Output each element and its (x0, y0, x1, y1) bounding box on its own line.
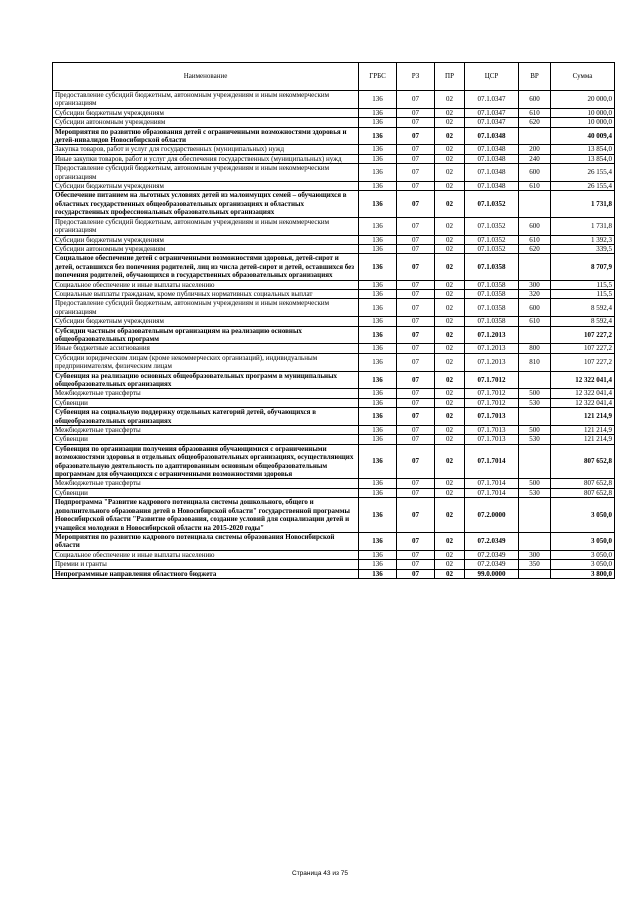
cell-rz: 07 (397, 371, 435, 389)
cell-grbs: 136 (359, 344, 397, 353)
cell-rz: 07 (397, 217, 435, 235)
cell-name: Субсидии юридическим лицам (кроме некоммерческих организаций), индивидуальным предпринимателям, физическим лицам (53, 353, 359, 371)
cell-grbs: 136 (359, 408, 397, 426)
cell-grbs: 136 (359, 280, 397, 289)
cell-rz: 07 (397, 569, 435, 578)
cell-csr: 07.1.7012 (465, 398, 519, 407)
table-row (53, 353, 615, 371)
cell-pr: 02 (435, 532, 465, 550)
cell-csr: 07.1.0358 (465, 280, 519, 289)
cell-vr (519, 532, 551, 550)
header-pr: ПР (435, 63, 465, 91)
table-row (53, 444, 615, 479)
cell-csr: 07.2.0349 (465, 560, 519, 569)
cell-csr: 07.1.0348 (465, 145, 519, 154)
cell-vr: 620 (519, 118, 551, 127)
table-row (53, 118, 615, 127)
cell-grbs: 136 (359, 479, 397, 488)
cell-grbs: 136 (359, 317, 397, 326)
cell-csr: 07.1.0348 (465, 182, 519, 191)
cell-vr: 530 (519, 398, 551, 407)
cell-pr: 02 (435, 408, 465, 426)
cell-rz: 07 (397, 182, 435, 191)
cell-vr: 610 (519, 317, 551, 326)
table-row (53, 299, 615, 317)
cell-rz: 07 (397, 408, 435, 426)
cell-pr: 02 (435, 569, 465, 578)
cell-pr: 02 (435, 435, 465, 444)
cell-name: Субсидии бюджетным учреждениям (53, 235, 359, 244)
cell-rz: 07 (397, 532, 435, 550)
cell-rz: 07 (397, 154, 435, 163)
cell-csr: 07.2.0349 (465, 550, 519, 559)
table-row (53, 254, 615, 280)
cell-grbs: 136 (359, 444, 397, 479)
cell-sum: 26 155,4 (551, 182, 615, 191)
cell-sum: 12 322 041,4 (551, 389, 615, 398)
table-row (53, 127, 615, 145)
cell-sum: 12 322 041,4 (551, 371, 615, 389)
cell-grbs: 136 (359, 488, 397, 497)
cell-rz: 07 (397, 91, 435, 109)
cell-vr: 300 (519, 550, 551, 559)
cell-csr: 07.1.7013 (465, 426, 519, 435)
cell-rz: 07 (397, 191, 435, 217)
page-number: Страница 43 из 75 (292, 870, 348, 877)
cell-pr: 02 (435, 344, 465, 353)
cell-grbs: 136 (359, 127, 397, 145)
cell-pr: 02 (435, 108, 465, 117)
cell-rz: 07 (397, 435, 435, 444)
cell-vr: 320 (519, 289, 551, 298)
cell-vr: 500 (519, 389, 551, 398)
table-row (53, 326, 615, 344)
cell-vr: 500 (519, 479, 551, 488)
cell-pr: 02 (435, 353, 465, 371)
cell-sum: 12 322 041,4 (551, 398, 615, 407)
cell-vr: 600 (519, 164, 551, 182)
cell-name: Иные бюджетные ассигнования (53, 344, 359, 353)
cell-grbs: 136 (359, 569, 397, 578)
cell-name: Межбюджетные трансферты (53, 479, 359, 488)
cell-rz: 07 (397, 398, 435, 407)
cell-pr: 02 (435, 191, 465, 217)
cell-vr (519, 127, 551, 145)
cell-csr: 07.1.0358 (465, 317, 519, 326)
cell-grbs: 136 (359, 550, 397, 559)
table-row (53, 154, 615, 163)
cell-csr: 07.1.7014 (465, 479, 519, 488)
cell-name: Субвенции (53, 435, 359, 444)
cell-sum: 1 731,8 (551, 191, 615, 217)
cell-sum: 40 009,4 (551, 127, 615, 145)
cell-vr (519, 444, 551, 479)
cell-vr (519, 498, 551, 533)
cell-sum: 10 000,0 (551, 118, 615, 127)
cell-pr: 02 (435, 326, 465, 344)
cell-grbs: 136 (359, 108, 397, 117)
cell-rz: 07 (397, 344, 435, 353)
cell-vr: 810 (519, 353, 551, 371)
cell-rz: 07 (397, 317, 435, 326)
cell-grbs: 136 (359, 91, 397, 109)
cell-pr: 02 (435, 182, 465, 191)
cell-rz: 07 (397, 127, 435, 145)
cell-name: Субсидии автономным учреждениям (53, 118, 359, 127)
cell-pr: 02 (435, 127, 465, 145)
cell-csr: 07.1.0348 (465, 164, 519, 182)
table-row (53, 398, 615, 407)
cell-pr: 02 (435, 164, 465, 182)
cell-name: Мероприятия по развитию кадрового потенциала системы образования Новосибирской области (53, 532, 359, 550)
cell-pr: 02 (435, 371, 465, 389)
cell-grbs: 136 (359, 217, 397, 235)
cell-pr: 02 (435, 560, 465, 569)
cell-vr: 530 (519, 435, 551, 444)
cell-sum: 339,5 (551, 244, 615, 253)
cell-rz: 07 (397, 289, 435, 298)
cell-grbs: 136 (359, 118, 397, 127)
cell-csr: 99.0.0000 (465, 569, 519, 578)
cell-name: Предоставление субсидий бюджетным, автономным учреждениям и иным некоммерческим организациям (53, 91, 359, 109)
cell-name: Премии и гранты (53, 560, 359, 569)
cell-vr: 350 (519, 560, 551, 569)
cell-name: Субсидии автономным учреждениям (53, 244, 359, 253)
cell-sum: 26 155,4 (551, 164, 615, 182)
cell-sum: 115,5 (551, 280, 615, 289)
cell-name: Обеспечение питанием на льготных условиях детей из малоимущих семей – обучающихся в областных государственных общеобразовательных организациях и областных государственных профессиональных образовательных организациях (53, 191, 359, 217)
table-row (53, 560, 615, 569)
cell-sum: 8 707,9 (551, 254, 615, 280)
table-row (53, 426, 615, 435)
cell-name: Межбюджетные трансферты (53, 389, 359, 398)
table-row (53, 488, 615, 497)
cell-pr: 02 (435, 317, 465, 326)
cell-rz: 07 (397, 488, 435, 497)
cell-name: Субсидии бюджетным учреждениям (53, 317, 359, 326)
cell-csr: 07.1.0352 (465, 244, 519, 253)
cell-rz: 07 (397, 444, 435, 479)
cell-name: Субвенции (53, 488, 359, 497)
cell-rz: 07 (397, 235, 435, 244)
table-row (53, 145, 615, 154)
cell-sum: 107 227,2 (551, 326, 615, 344)
budget-table (52, 62, 615, 579)
cell-rz: 07 (397, 118, 435, 127)
cell-pr: 02 (435, 235, 465, 244)
cell-pr: 02 (435, 426, 465, 435)
cell-name: Субсидии частным образовательным организациям на реализацию основных общеобразовательных программ (53, 326, 359, 344)
cell-pr: 02 (435, 154, 465, 163)
cell-name: Социальное обеспечение детей с ограниченными возможностями здоровья, детей-сирот и детей, оставшихся без попечения родителей, лиц из числа детей-сирот и детей, оставшихся без попечения родителей, обучающихся в государственных образовательных организациях (53, 254, 359, 280)
cell-vr: 610 (519, 108, 551, 117)
cell-rz: 07 (397, 299, 435, 317)
cell-name: Непрограммные направления областного бюджета (53, 569, 359, 578)
cell-grbs: 136 (359, 254, 397, 280)
table-row (53, 435, 615, 444)
cell-rz: 07 (397, 479, 435, 488)
cell-pr: 02 (435, 444, 465, 479)
cell-sum: 3 050,0 (551, 560, 615, 569)
cell-pr: 02 (435, 398, 465, 407)
cell-grbs: 136 (359, 299, 397, 317)
cell-sum: 807 652,8 (551, 488, 615, 497)
header-csr: ЦСР (465, 63, 519, 91)
table-row (53, 182, 615, 191)
cell-csr: 07.1.2013 (465, 344, 519, 353)
cell-name: Социальные выплаты гражданам, кроме публичных нормативных социальных выплат (53, 289, 359, 298)
cell-sum: 3 050,0 (551, 550, 615, 559)
cell-pr: 02 (435, 254, 465, 280)
table-row (53, 280, 615, 289)
cell-grbs: 136 (359, 371, 397, 389)
cell-sum: 13 854,0 (551, 154, 615, 163)
cell-name: Подпрограмма "Развитие кадрового потенциала системы дошкольного, общего и дополнительного образования детей в Новосибирской области" государственной программы Новосибирской области "Развитие образования, создание условий для социализации детей и учащейся молодежи в Новосибирской области на 2015-2020 годы" (53, 498, 359, 533)
cell-name: Закупка товаров, работ и услуг для государственных (муниципальных) нужд (53, 145, 359, 154)
cell-sum: 8 592,4 (551, 299, 615, 317)
table-row (53, 569, 615, 578)
cell-rz: 07 (397, 353, 435, 371)
cell-name: Субвенции (53, 398, 359, 407)
cell-vr: 800 (519, 344, 551, 353)
cell-grbs: 136 (359, 560, 397, 569)
cell-csr: 07.1.2013 (465, 353, 519, 371)
cell-pr: 02 (435, 91, 465, 109)
cell-name: Социальное обеспечение и иные выплаты населению (53, 550, 359, 559)
cell-name: Предоставление субсидий бюджетным, автономным учреждениям и иным некоммерческим организациям (53, 217, 359, 235)
cell-csr: 07.2.0000 (465, 498, 519, 533)
header-name: Наименование (53, 63, 359, 91)
cell-grbs: 136 (359, 182, 397, 191)
cell-vr: 530 (519, 488, 551, 497)
table-row (53, 235, 615, 244)
cell-vr (519, 569, 551, 578)
cell-rz: 07 (397, 550, 435, 559)
cell-grbs: 136 (359, 154, 397, 163)
table-row (53, 164, 615, 182)
table-row (53, 389, 615, 398)
cell-sum: 121 214,9 (551, 435, 615, 444)
cell-sum: 13 854,0 (551, 145, 615, 154)
header-grbs: ГРБС (359, 63, 397, 91)
cell-grbs: 136 (359, 498, 397, 533)
cell-pr: 02 (435, 488, 465, 497)
cell-vr: 300 (519, 280, 551, 289)
cell-csr: 07.1.2013 (465, 326, 519, 344)
table-row (53, 344, 615, 353)
cell-pr: 02 (435, 498, 465, 533)
cell-name: Предоставление субсидий бюджетным, автономным учреждениям и иным некоммерческим организациям (53, 164, 359, 182)
cell-rz: 07 (397, 326, 435, 344)
cell-csr: 07.1.7014 (465, 444, 519, 479)
cell-sum: 1 392,3 (551, 235, 615, 244)
cell-csr: 07.1.0352 (465, 217, 519, 235)
cell-rz: 07 (397, 108, 435, 117)
cell-csr: 07.2.0349 (465, 532, 519, 550)
cell-grbs: 136 (359, 326, 397, 344)
cell-csr: 07.1.0348 (465, 154, 519, 163)
cell-vr: 240 (519, 154, 551, 163)
cell-csr: 07.1.0358 (465, 254, 519, 280)
table-row (53, 289, 615, 298)
cell-name: Субсидии бюджетным учреждениям (53, 108, 359, 117)
header-rz: РЗ (397, 63, 435, 91)
cell-sum: 10 000,0 (551, 108, 615, 117)
cell-name: Межбюджетные трансферты (53, 426, 359, 435)
cell-pr: 02 (435, 299, 465, 317)
table-row (53, 91, 615, 109)
cell-csr: 07.1.0352 (465, 191, 519, 217)
cell-pr: 02 (435, 479, 465, 488)
cell-grbs: 136 (359, 426, 397, 435)
cell-name: Субсидии бюджетным учреждениям (53, 182, 359, 191)
cell-rz: 07 (397, 426, 435, 435)
cell-pr: 02 (435, 217, 465, 235)
cell-pr: 02 (435, 118, 465, 127)
cell-vr (519, 191, 551, 217)
cell-vr: 600 (519, 217, 551, 235)
cell-csr: 07.1.7012 (465, 389, 519, 398)
cell-vr (519, 326, 551, 344)
cell-rz: 07 (397, 244, 435, 253)
header-sum: Сумма (551, 63, 615, 91)
cell-sum: 3 050,0 (551, 532, 615, 550)
cell-name: Иные закупки товаров, работ и услуг для обеспечения государственных (муниципальных) нужд (53, 154, 359, 163)
cell-pr: 02 (435, 289, 465, 298)
cell-pr: 02 (435, 550, 465, 559)
table-row (53, 498, 615, 533)
cell-grbs: 136 (359, 398, 397, 407)
cell-rz: 07 (397, 254, 435, 280)
cell-sum: 1 731,8 (551, 217, 615, 235)
cell-vr: 500 (519, 426, 551, 435)
cell-vr (519, 371, 551, 389)
cell-rz: 07 (397, 145, 435, 154)
cell-sum: 107 227,2 (551, 344, 615, 353)
cell-grbs: 136 (359, 191, 397, 217)
cell-grbs: 136 (359, 289, 397, 298)
cell-csr: 07.1.0347 (465, 91, 519, 109)
cell-vr (519, 408, 551, 426)
table-header-row (53, 63, 615, 91)
cell-vr: 610 (519, 182, 551, 191)
cell-name: Социальное обеспечение и иные выплаты населению (53, 280, 359, 289)
cell-pr: 02 (435, 389, 465, 398)
table-row (53, 532, 615, 550)
cell-vr: 600 (519, 299, 551, 317)
cell-grbs: 136 (359, 389, 397, 398)
cell-rz: 07 (397, 560, 435, 569)
cell-csr: 07.1.7014 (465, 488, 519, 497)
table-row (53, 217, 615, 235)
cell-grbs: 136 (359, 235, 397, 244)
cell-sum: 107 227,2 (551, 353, 615, 371)
cell-rz: 07 (397, 164, 435, 182)
cell-csr: 07.1.0358 (465, 289, 519, 298)
cell-grbs: 136 (359, 435, 397, 444)
cell-name: Субвенция на реализацию основных общеобразовательных программ в муниципальных общеобразовательных организациях (53, 371, 359, 389)
cell-grbs: 136 (359, 532, 397, 550)
table-row (53, 191, 615, 217)
cell-csr: 07.1.0358 (465, 299, 519, 317)
cell-grbs: 136 (359, 145, 397, 154)
cell-name: Субвенция на социальную поддержку отдельных категорий детей, обучающихся в общеобразовательных организациях (53, 408, 359, 426)
cell-sum: 807 652,8 (551, 479, 615, 488)
cell-sum: 3 800,0 (551, 569, 615, 578)
cell-name: Субвенция по организации получения образования обучающимися с ограниченными возможностями здоровья в отдельных общеобразовательных организациях, осуществляющих образовательную деятельность по адаптированным основным общеобразовательным программам для обучающихся с ограниченными возможностями здоровья (53, 444, 359, 479)
cell-grbs: 136 (359, 164, 397, 182)
cell-csr: 07.1.0348 (465, 127, 519, 145)
cell-csr: 07.1.0347 (465, 118, 519, 127)
cell-pr: 02 (435, 145, 465, 154)
cell-vr: 200 (519, 145, 551, 154)
cell-pr: 02 (435, 280, 465, 289)
table-row (53, 371, 615, 389)
table-row (53, 317, 615, 326)
table-body (53, 91, 615, 579)
cell-csr: 07.1.7013 (465, 408, 519, 426)
cell-vr (519, 254, 551, 280)
cell-sum: 807 652,8 (551, 444, 615, 479)
cell-rz: 07 (397, 280, 435, 289)
cell-name: Предоставление субсидий бюджетным, автономным учреждениям и иным некоммерческим организациям (53, 299, 359, 317)
table-row (53, 408, 615, 426)
cell-vr: 610 (519, 235, 551, 244)
cell-sum: 121 214,9 (551, 408, 615, 426)
cell-csr: 07.1.7012 (465, 371, 519, 389)
cell-grbs: 136 (359, 244, 397, 253)
cell-rz: 07 (397, 389, 435, 398)
table-row (53, 108, 615, 117)
cell-vr: 600 (519, 91, 551, 109)
cell-csr: 07.1.0347 (465, 108, 519, 117)
cell-sum: 115,5 (551, 289, 615, 298)
cell-csr: 07.1.7013 (465, 435, 519, 444)
cell-vr: 620 (519, 244, 551, 253)
header-vr: ВР (519, 63, 551, 91)
cell-pr: 02 (435, 244, 465, 253)
cell-csr: 07.1.0352 (465, 235, 519, 244)
cell-sum: 8 592,4 (551, 317, 615, 326)
cell-sum: 20 000,0 (551, 91, 615, 109)
cell-grbs: 136 (359, 353, 397, 371)
cell-rz: 07 (397, 498, 435, 533)
table-row (53, 479, 615, 488)
table-row (53, 244, 615, 253)
cell-sum: 3 050,0 (551, 498, 615, 533)
cell-name: Мероприятия по развитию образования детей с ограниченными возможностями здоровья и детей-инвалидов Новосибирской области (53, 127, 359, 145)
table-row (53, 550, 615, 559)
cell-sum: 121 214,9 (551, 426, 615, 435)
